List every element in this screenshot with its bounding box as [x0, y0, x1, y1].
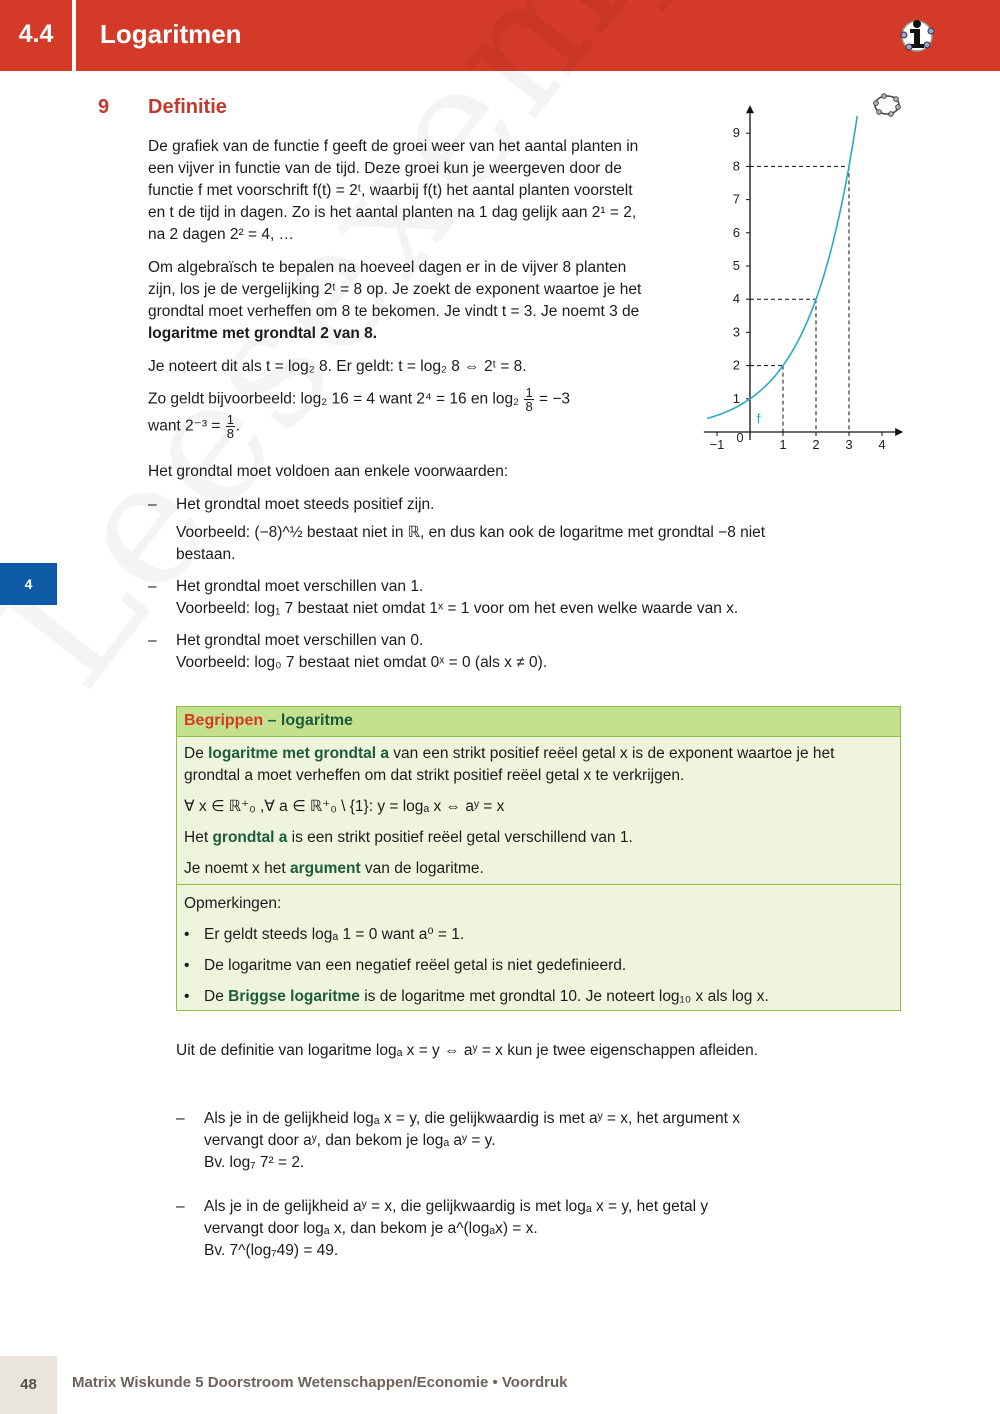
definition-box [176, 706, 901, 1011]
text: Er geldt steeds logₐ 1 = 0 want a⁰ = 1. [204, 926, 465, 943]
text: van een strikt positief reëel getal x is de exponent waartoe je het grondtal a moet verheffen om dat strikt positief reëel getal x te verkrijgen. [184, 745, 835, 784]
exponential-graph [690, 105, 910, 465]
x-tick-label: 0 [736, 430, 744, 445]
text: Je noemt x het [184, 860, 290, 877]
condition-example: Voorbeeld: log₀ 7 bestaat niet omdat 0ˣ = 0 (als x ≠ 0). [176, 654, 548, 671]
term: grondtal a [212, 829, 288, 846]
example-text-c: want 2⁻³ = [148, 417, 221, 435]
y-tick-label: 8 [732, 158, 740, 174]
y-axis-arrow-icon [746, 105, 754, 113]
definition-box-header [177, 707, 900, 737]
condition-example: Voorbeeld: (−8)^½ bestaat niet in ℝ, en dus kan ook de logaritme met grondtal −8 niet bestaan. [176, 524, 766, 563]
term: logaritme met grondtal a [208, 745, 389, 762]
list-item [184, 986, 893, 1008]
function-label: f [756, 410, 761, 427]
info-icon[interactable] [898, 16, 936, 54]
bullet: • [184, 926, 190, 943]
conditions-list [148, 494, 788, 684]
definition-text [184, 743, 893, 787]
list-item [184, 924, 893, 946]
dash: – [148, 578, 157, 595]
text: is een strikt positief reëel getal verschillend van 1. [287, 829, 633, 846]
condition-text: Het grondtal moet verschillen van 1. [176, 578, 424, 595]
argument-text [184, 858, 893, 880]
denominator: 8 [525, 399, 533, 414]
page-title: Logaritmen [100, 19, 242, 49]
definition-body [177, 737, 900, 885]
y-tick-label: 5 [732, 258, 740, 273]
fraction [524, 386, 533, 413]
y-tick-label: 6 [732, 224, 740, 240]
algebraic-text: Om algebraïsch te bepalen na hoeveel dagen er in de vijver 8 planten zijn, los je de vergelijking 2ᵗ = 8 op. Je zoekt de exponent waartoe je het grondtal moet verheffen om 8 te bekomen. Je vindt t = 3. Je noemt 3 de [148, 259, 642, 320]
text: Het [184, 829, 213, 846]
condition-text: Het grondtal moet verschillen van 0. [176, 632, 424, 649]
footer-text: Matrix Wiskunde 5 Doorstroom Wetenschappen/Economie • Voordruk [72, 1374, 568, 1391]
property-example: Bv. log₇ 7² = 2. [204, 1154, 305, 1171]
properties-list [176, 1108, 756, 1284]
y-tick-label: 2 [732, 357, 740, 373]
grondtal-text [184, 827, 893, 849]
function-curve [707, 116, 857, 418]
dash: – [176, 1198, 185, 1215]
dash: – [148, 632, 157, 649]
y-tick-label: 3 [732, 324, 740, 340]
properties-intro: Uit de definitie van logaritme logₐ x = y ⇔ aʸ = x kun je twee eigenschappen afleiden. [176, 1042, 758, 1059]
x-tick-label: 4 [878, 437, 886, 452]
text: De logaritme van een negatief reëel getal is niet gedefinieerd. [204, 957, 627, 974]
page-number: 48 [0, 1356, 57, 1414]
list-item [148, 576, 788, 620]
text: De [204, 988, 229, 1005]
property-text: Als je in de gelijkheid aʸ = x, die gelijkwaardig is met logₐ x = y, het getal y vervangt door logₐ x, dan bekom je a^(logₐx) = x. [204, 1198, 709, 1237]
chapter-tab[interactable]: 4 [0, 563, 57, 605]
intro-paragraph: De grafiek van de functie f geeft de groei weer van het aantal planten in een vijver in functie van de tijd. Deze groei kun je weergeven door de functie f met voorschrift f(t) = 2ᵗ, waarbij f(t) het aantal planten voorstelt en t de tijd in dagen. Zo is het aantal planten na 1 dag gelijk aan 2¹ = 2, na 2 dagen 2² = 4, … [148, 138, 639, 243]
box-topic: logaritme [280, 712, 353, 729]
y-tick-label: 7 [732, 191, 740, 207]
bullet: • [184, 988, 190, 1005]
numerator: 1 [525, 385, 533, 400]
list-item [176, 1108, 756, 1174]
box-label: Begrippen [184, 712, 264, 729]
x-tick-label: −1 [709, 437, 725, 452]
property-example: Bv. 7^(log₇49) = 49. [204, 1242, 339, 1259]
period: . [235, 417, 241, 435]
term: argument [289, 860, 361, 877]
algebraic-paragraph [148, 257, 658, 345]
list-item [148, 494, 788, 566]
exercise-number: 9 [98, 96, 110, 118]
condition-text: Het grondtal moet steeds positief zijn. [176, 496, 435, 513]
list-item [148, 630, 788, 674]
x-tick-label: 1 [779, 437, 787, 452]
dash: – [148, 496, 157, 513]
text: van de logaritme. [360, 860, 484, 877]
section-number: 4.4 [18, 20, 54, 48]
section-heading [98, 96, 227, 119]
page-header [0, 0, 1000, 71]
y-tick-label: 9 [732, 125, 740, 141]
dash: – [176, 1110, 185, 1127]
numerator: 1 [226, 412, 234, 427]
example-text-a: Zo geldt bijvoorbeeld: log₂ 16 = 4 want 2⁴ = 16 en log₂ [148, 390, 520, 408]
fraction [226, 413, 235, 440]
example-paragraph [148, 386, 658, 440]
box-sep: – [263, 712, 281, 729]
list-item [176, 1196, 756, 1262]
example-text-b: = −3 [539, 390, 571, 408]
graph-canvas [690, 105, 910, 465]
x-axis-arrow-icon [895, 428, 903, 436]
y-tick-label: 1 [732, 390, 740, 406]
x-tick-label: 2 [812, 437, 820, 452]
bold-term: logaritme met grondtal 2 van 8. [148, 325, 378, 342]
remarks-title: Opmerkingen: [184, 895, 282, 912]
list-item [184, 955, 893, 977]
notation-paragraph: Je noteert dit als t = log₂ 8. Er geldt: t = log₂ 8 ⇔ 2ᵗ = 8. [148, 358, 527, 375]
header-divider [72, 0, 76, 71]
bullet: • [184, 957, 190, 974]
definition-formula: ∀ x ∈ ℝ⁺₀ ,∀ a ∈ ℝ⁺₀ \ {1}: y = logₐ x ⇔ aʸ = x [184, 798, 505, 815]
x-tick-label: 3 [845, 437, 853, 452]
text: is de logaritme met grondtal 10. Je noteert log₁₀ x als log x. [359, 988, 769, 1005]
term: Briggse logaritme [228, 988, 360, 1005]
y-tick-label: 4 [732, 291, 740, 307]
property-text: Als je in de gelijkheid logₐ x = y, die gelijkwaardig is met aʸ = x, het argument x vervangt door aʸ, dan bekom je logₐ aʸ = y. [204, 1110, 740, 1149]
denominator: 8 [226, 426, 234, 441]
heading-text: Definitie [148, 96, 227, 118]
remarks [177, 885, 900, 1008]
conditions-intro: Het grondtal moet voldoen aan enkele voorwaarden: [148, 463, 509, 480]
condition-example: Voorbeeld: log₁ 7 bestaat niet omdat 1ˣ = 1 voor om het even welke waarde van x. [176, 600, 739, 617]
text: De [184, 745, 209, 762]
